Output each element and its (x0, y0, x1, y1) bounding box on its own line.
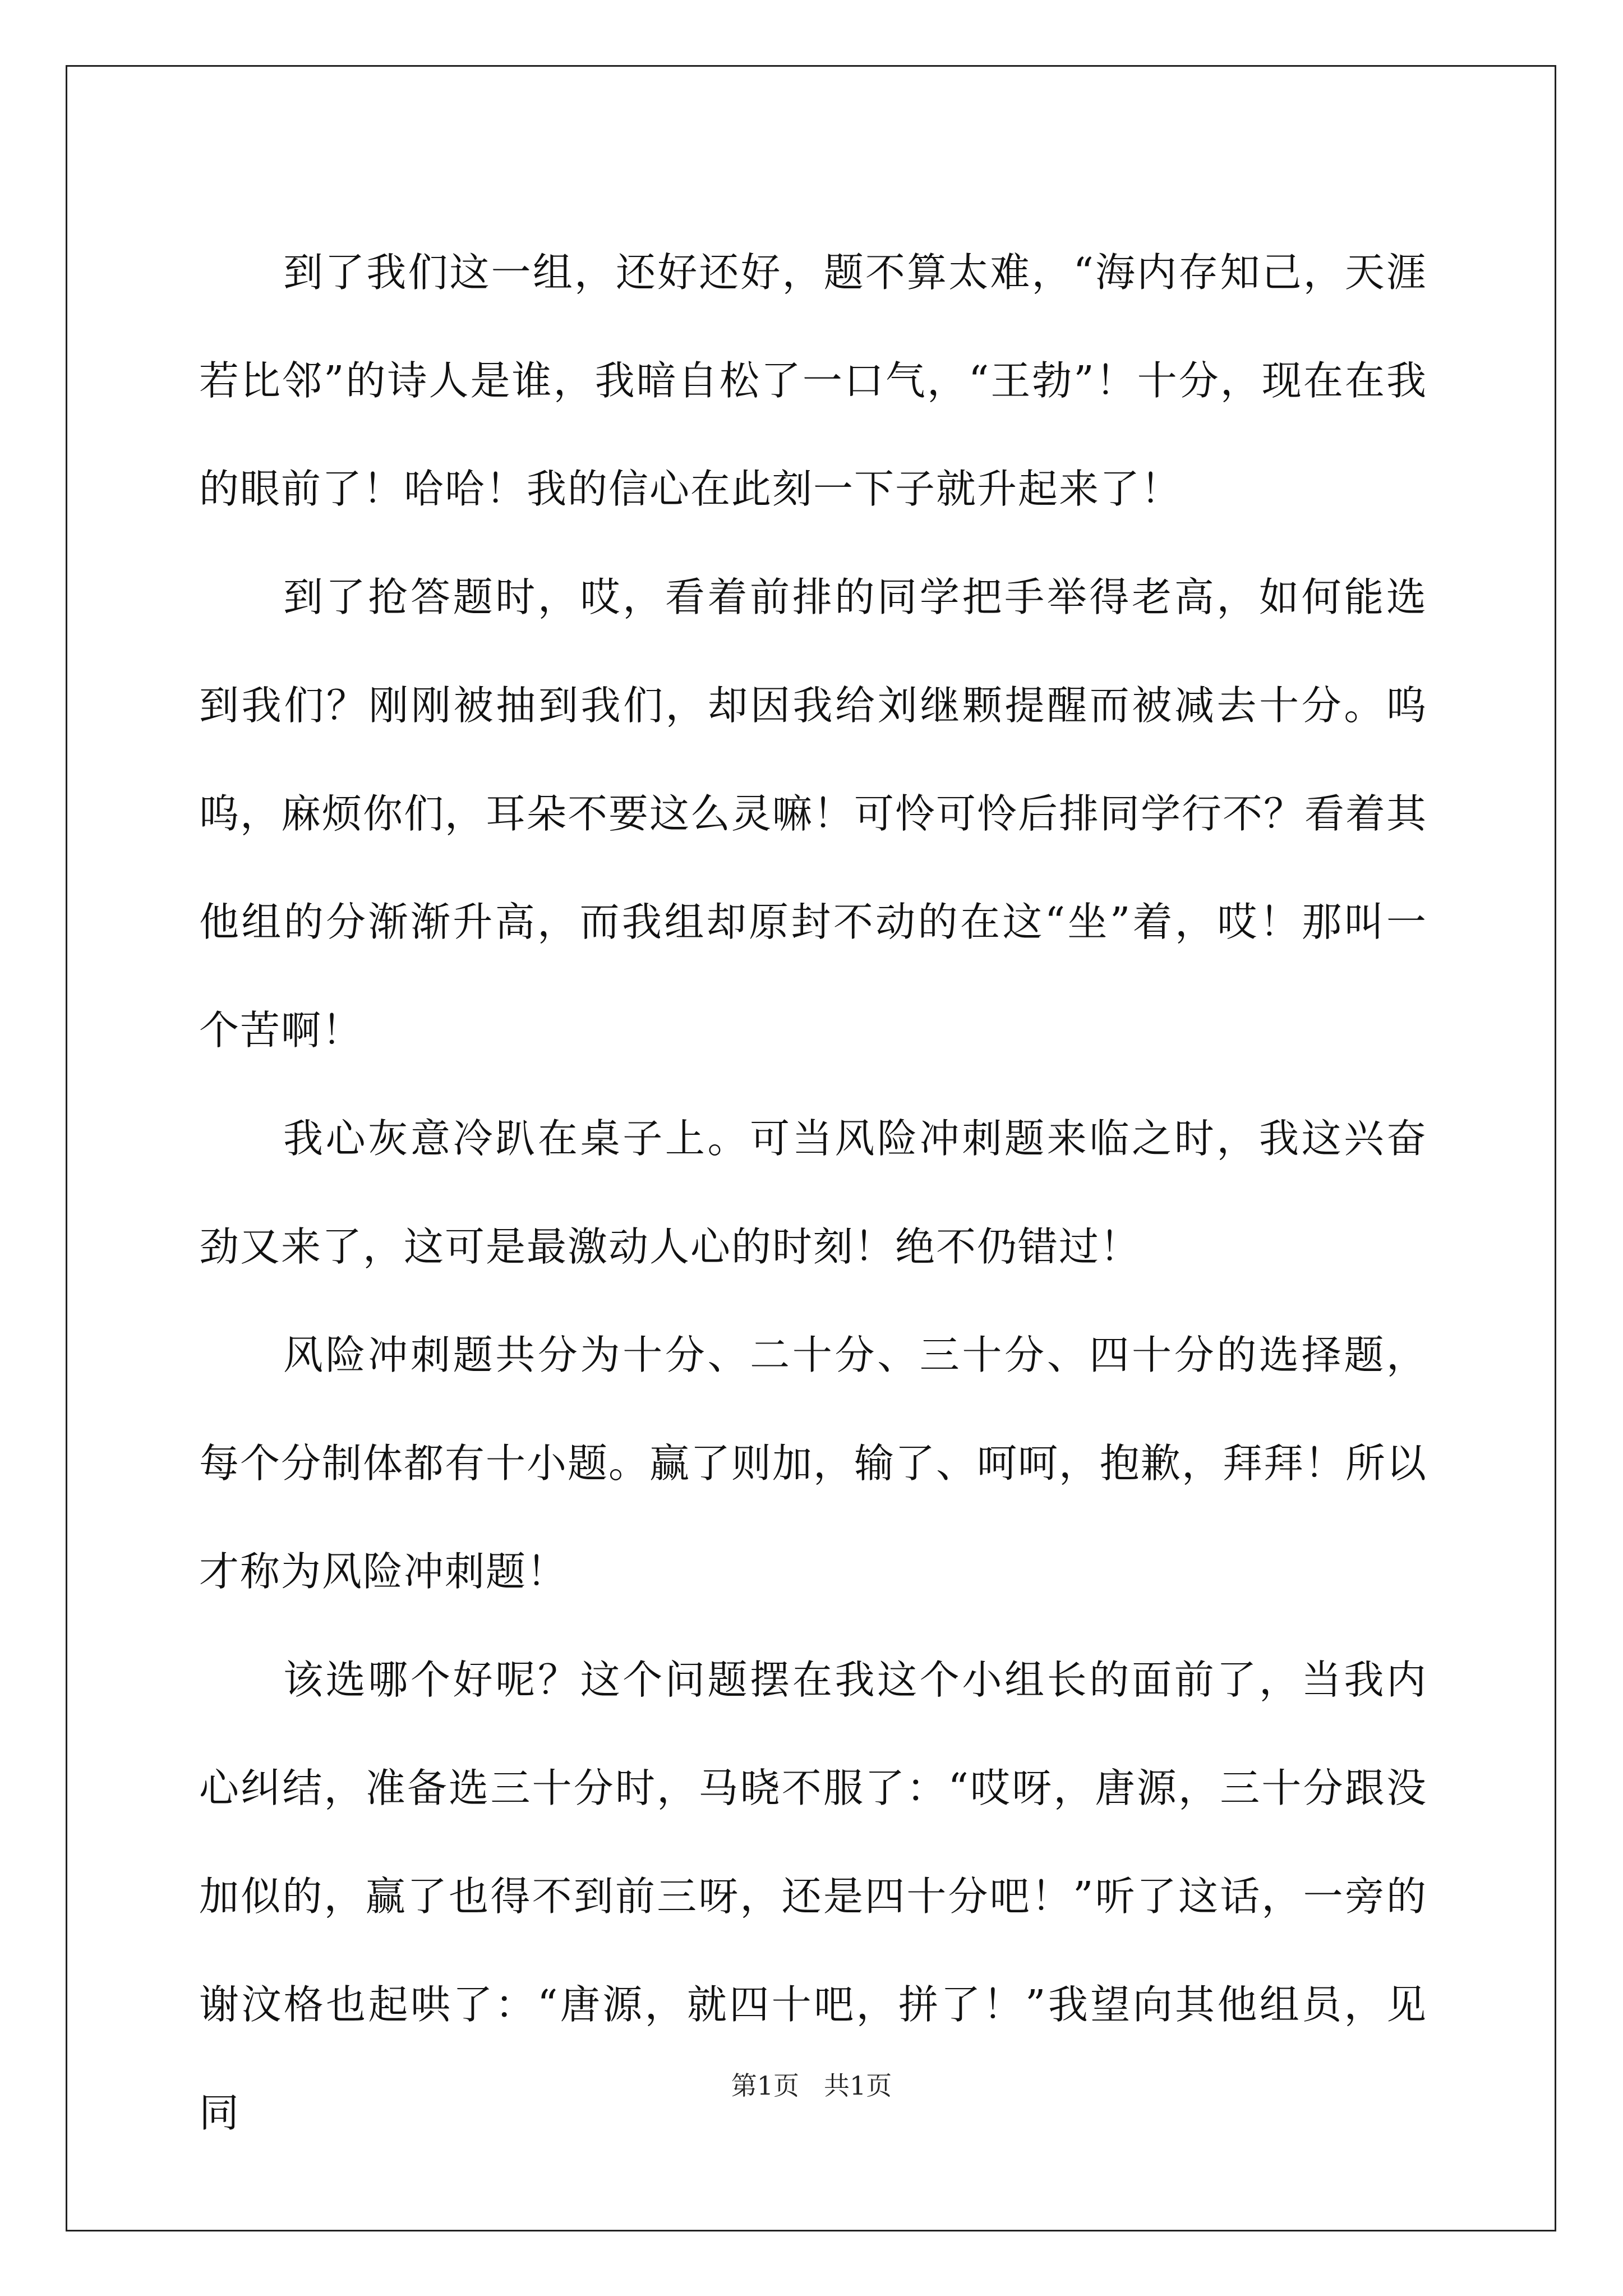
document-body (199, 218, 1427, 2167)
paragraph-5: 该选哪个好呢？这个问题摆在我这个小组长的面前了，当我内心纠结，准备选三十分时，马晓不服了：“哎呀，唐源，三十分跟没加似的，赢了也得不到前三呀，还是四十分吧！”听了这话，一旁的谢汶格也起哄了：“唐源，就四十吧，拼了！”我望向其他组员，见同 (199, 1657, 1427, 2136)
page-number: 第1页 (731, 2070, 800, 2101)
footer-spacer (799, 2070, 824, 2101)
paragraph-3: 我心灰意冷趴在桌子上。可当风险冲刺题来临之时，我这兴奋劲又来了，这可是最激动人心的时刻！绝不仍错过！ (199, 1115, 1427, 1270)
page-total: 共1页 (823, 2070, 892, 2101)
paragraph-4: 风险冲刺题共分为十分、二十分、三十分、四十分的选择题，每个分制体都有十小题。赢了则加，输了、呵呵，抱歉，拜拜！所以才称为风险冲刺题！ (199, 1332, 1428, 1595)
paragraph-2: 到了抢答题时，哎，看着前排的同学把手举得老高，如何能选到我们？刚刚被抽到我们，却因我给刘继颗提醒而被减去十分。呜呜，麻烦你们，耳朵不要这么灵嘛！可怜可怜后排同学行不？看着其他组的分渐渐升高，而我组却原封不动的在这“坐”着，哎！那叫一个苦啊！ (199, 574, 1428, 1053)
paragraph-1: 到了我们这一组，还好还好，题不算太难，“海内存知己，天涯若比邻”的诗人是谁，我暗自松了一口气，“王勃”！十分，现在在我的眼前了！哈哈！我的信心在此刻一下子就升起来了！ (199, 249, 1427, 512)
page-footer (0, 2069, 1623, 2102)
